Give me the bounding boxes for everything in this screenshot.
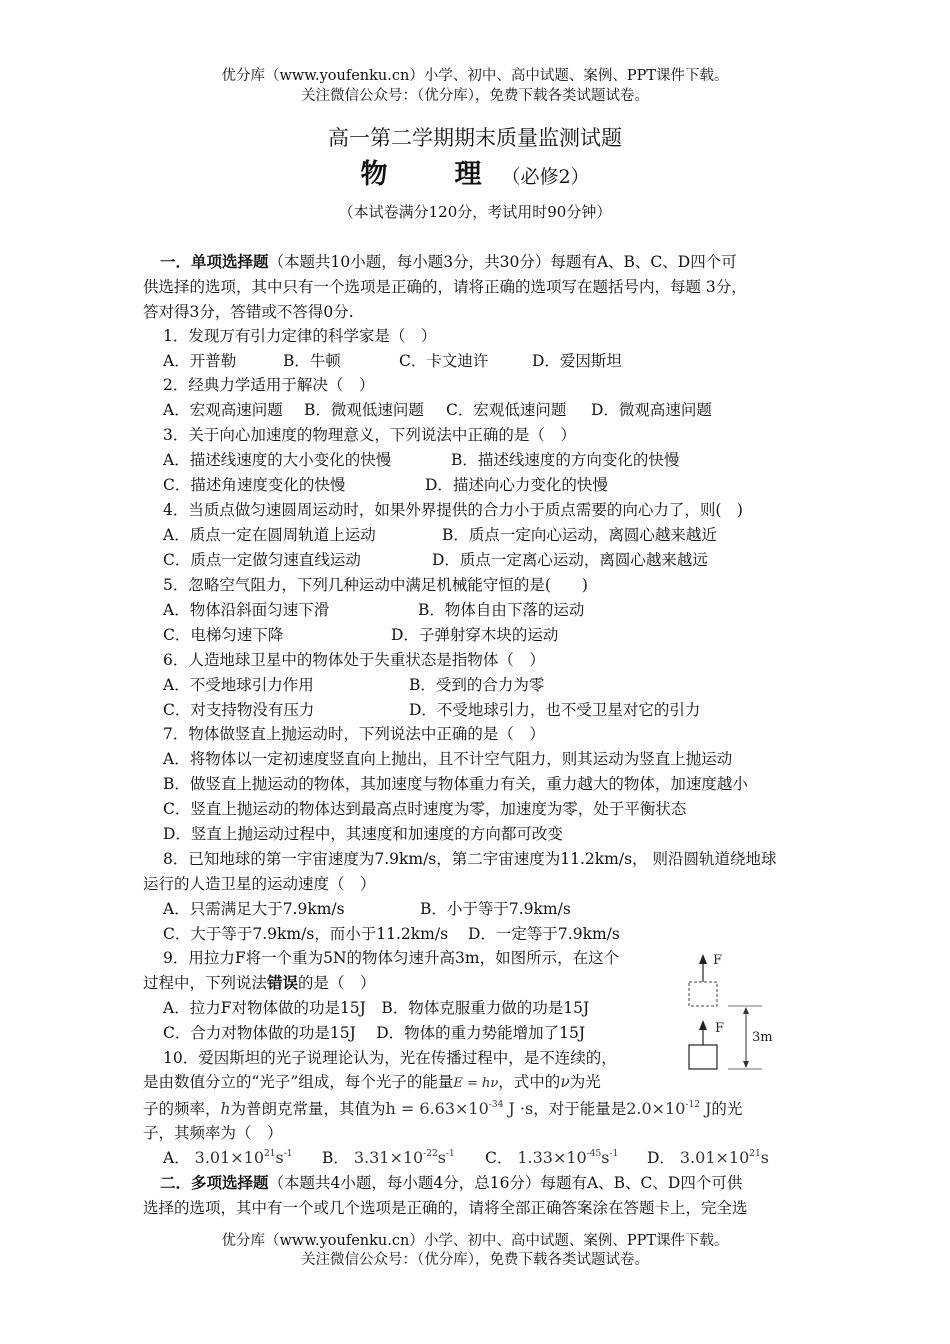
q7-option-b: B．做竖直上抛运动的物体，其加速度与物体重力有关，重力越大的物体，加速度越小 [163,775,748,793]
section1-intro-line3: 答对得3分，答错或不答得0分. [143,303,354,321]
section2-intro-line2: 选择的选项，其中有一个或几个选项是正确的，请将全部正确答案涂在答题卡上，完全选 [143,1199,748,1217]
q9-stem-line2: 过程中，下列说法错误的是（ ） [143,973,376,992]
force-arrowhead-bottom [699,1020,707,1030]
q4-option-a: A．质点一定在圆周轨道上运动 [163,526,376,544]
footer-line-2: 关注微信公众号：（优分库），免费下载各类试题试卷。 [301,1252,649,1268]
q9-options-cd: C．合力对物体做的功是15J D．物体的重力势能增加了15J [163,1024,586,1042]
q2-option-b: B．微观低速问题 [304,401,424,419]
q8-option-c: C．大于等于7.9km/s，而小于11.2km/s [163,925,449,943]
q2-option-c: C．宏观低速问题 [446,401,567,419]
q1-option-c: C．卡文迪许 [399,352,489,370]
h-symbol: h [220,1100,231,1118]
q10-option-b: B． $3.31\times 10^{-22}s^{-1}$ [322,1148,455,1167]
q4-option-d: D．质点一定离心运动，离圆心越来越远 [432,551,708,569]
exam-info: （本试卷满分120分，考试用时90分钟） [338,203,612,221]
q7-stem: 7．物体做竖直上抛运动时，下列说法中正确的是（ ） [163,725,545,743]
photon-energy: $2.0\times 10^{-12}$ J [626,1099,712,1118]
q8-stem-line2: 运行的人造卫星的运动速度（ ） [143,875,376,893]
q1-option-b: B．牛顿 [283,352,341,370]
q9-lifting-diagram [680,948,790,1078]
q9-figure [680,948,790,1078]
q4-option-c: C．质点一定做匀速直线运动 [163,551,361,569]
dimension-arrow-down [743,1061,749,1068]
q9-stem-line1: 9．用拉力F将一个重为5N的物体匀速升高3m，如图所示，在这个 [163,949,620,967]
q9-keyword-error: 错误 [267,973,299,992]
q6-option-d: D．不受地球引力，也不受卫星对它的引力 [409,701,701,719]
header-line-1: 优分库（www.youfenku.cn）小学、初中、高中试题、案例、PPT课件下载。 [221,68,729,84]
q1-stem: 1．发现万有引力定律的科学家是（ ） [163,327,437,345]
subject-note: （必修2） [501,166,590,188]
q6-stem: 6．人造地球卫星中的物体处于失重状态是指物体（ ） [163,651,545,669]
q1-option-d: D．爱因斯坦 [532,352,622,370]
q10-option-c: C． $1.33\times 10^{-45}s^{-1}$ [485,1148,619,1167]
q6-option-c: C．对支持物没有压力 [163,701,315,719]
q3-stem: 3．关于向心加速度的物理意义，下列说法中正确的是（ ） [163,426,576,444]
subject-name: 物 理 [360,159,502,190]
q2-stem: 2．经典力学适用于解决（ ） [163,376,375,394]
q1-option-a: A．开普勒 [163,352,237,370]
final-position-box [689,982,717,1006]
planck-constant: $h = 6.63\times 10^{-34}$ J ·s [385,1099,534,1118]
initial-position-box [689,1045,717,1069]
q10-option-a: A． $3.01\times 10^{21}s^{-1}$ [163,1148,293,1167]
q9-options-ab: A．拉力F对物体做的功是15J B．物体克服重力做的功是15J [163,999,590,1017]
q5-option-c: C．电梯匀速下降 [163,626,284,644]
q10-stem-line1: 10．爱因斯坦的光子说理论认为，光在传播过程中，是不连续的， [163,1049,617,1067]
section1-intro-line1: 一．单项选择题（本题共10小题，每小题3分，共30分）每题有A、B、C、D四个可 [160,252,737,271]
q2-option-d: D．微观高速问题 [591,401,712,419]
q10-stem-line3: 子的频率，h为普朗克常量，其值为$h = 6.63\times 10^{-34}$ J ·s，对于能量是$2.0\times 10^{-12}$ J的光 [143,1099,743,1118]
q3-option-b: B．描述线速度的方向变化的快慢 [451,451,680,469]
section2-intro-line1: 二．多项选择题（本题共4小题，每小题4分，总16分）每题有A、B、C、D四个可供 [160,1173,743,1192]
q6-option-a: A．不受地球引力作用 [163,676,314,694]
section1-heading: 一．单项选择题 [160,252,269,271]
q7-option-a: A．将物体以一定初速度竖直向上抛出，且不计空气阻力，则其运动为竖直上抛运动 [163,750,733,768]
q10-stem-line4: 子，其频率为（ ） [143,1124,283,1142]
q4-option-b: B．质点一定向心运动，离圆心越来越近 [442,526,717,544]
height-label: 3m [752,1030,773,1045]
section1-intro-line2: 供选择的选项，其中只有一个选项是正确的，请将正确的选项写在题括号内，每题 3分， [143,278,747,296]
q10-stem-line2: 是由数值分立的“光子”组成，每个光子的能量E = hν，式中的ν为光 [143,1073,601,1091]
force-label-top: F [713,953,723,968]
section2-heading: 二．多项选择题 [160,1173,269,1192]
q8-option-d: D．一定等于7.9km/s [468,925,620,943]
dimension-arrow-up [743,1007,749,1014]
force-label-bottom: F [715,1021,725,1036]
q5-option-a: A．物体沿斜面匀速下滑 [163,601,330,619]
q4-stem: 4．当质点做匀速圆周运动时，如果外界提供的合力小于质点需要的向心力了，则( ) [163,501,743,519]
q6-option-b: B．受到的合力为零 [409,676,545,694]
q5-option-d: D．子弹射穿木块的运动 [391,626,559,644]
exam-title: 高一第二学期期末质量监测试题 [328,126,622,150]
q8-option-b: B．小于等于7.9km/s [420,900,571,918]
footer-line-1: 优分库（www.youfenku.cn）小学、初中、高中试题、案例、PPT课件下载。 [221,1233,729,1249]
q3-option-d: D．描述向心力变化的快慢 [425,476,608,494]
q2-option-a: A．宏观高速问题 [163,401,283,419]
q10-option-d: D． $3.01\times 10^{21}s$ [647,1148,769,1167]
q8-stem-line1: 8．已知地球的第一宇宙速度为7.9km/s，第二宇宙速度为11.2km/s， 则沿圆轨道绕地球 [163,850,777,868]
exam-subject [0,158,950,195]
force-arrowhead-top [699,954,707,964]
energy-formula: E = hν [453,1076,499,1091]
q3-option-c: C．描述角速度变化的快慢 [163,476,346,494]
header-line-2: 关注微信公众号：（优分库），免费下载各类试题试卷。 [301,88,649,104]
q8-option-a: A．只需满足大于7.9km/s [163,900,345,918]
q5-stem: 5．忽略空气阻力，下列几种运动中满足机械能守恒的是( ) [163,576,588,594]
nu-symbol: ν [560,1073,570,1091]
q7-option-c: C．竖直上抛运动的物体达到最高点时速度为零，加速度为零，处于平衡状态 [163,800,687,818]
q3-option-a: A．描述线速度的大小变化的快慢 [163,451,392,469]
q5-option-b: B．物体自由下落的运动 [418,601,585,619]
q7-option-d: D．竖直上抛运动过程中，其速度和加速度的方向都可改变 [163,825,563,843]
